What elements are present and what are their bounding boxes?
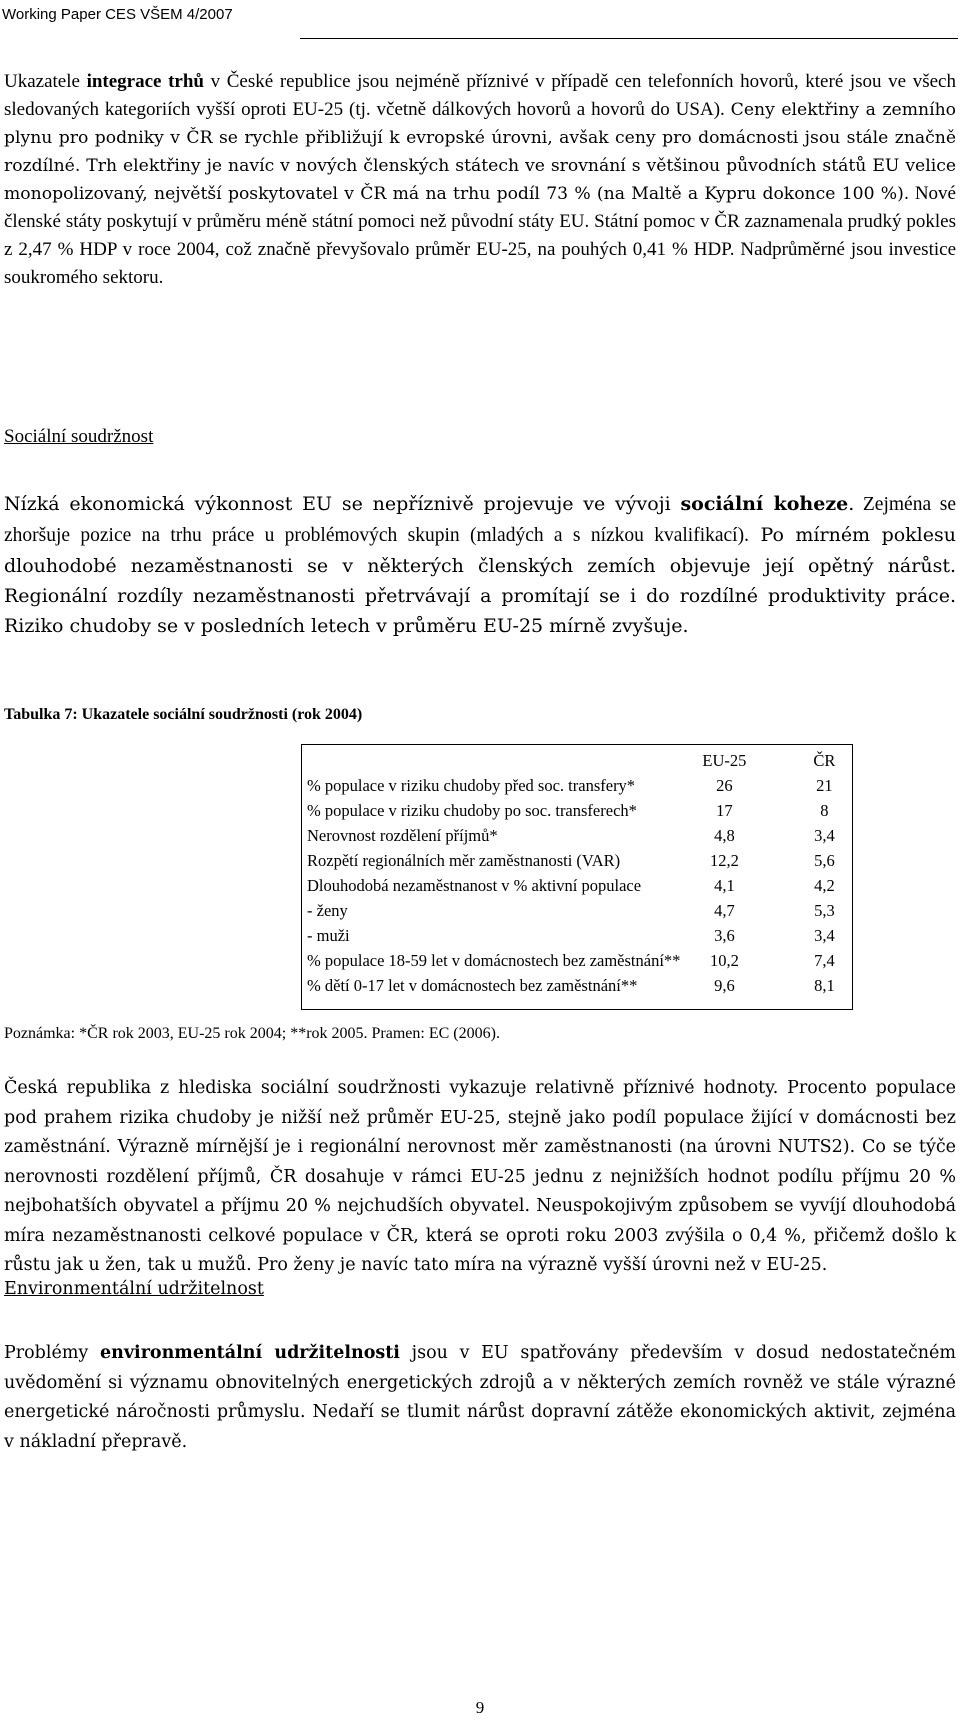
table-row [307, 798, 880, 823]
table-row [307, 898, 880, 923]
table-cell: Nerovnost rozdělení příjmů* [307, 826, 498, 845]
table-row [307, 873, 880, 898]
table-cell: - muži [307, 926, 350, 945]
header-title: Working Paper CES VŠEM 4/2007 [2, 6, 233, 23]
table-cell: 4,2 [814, 876, 835, 895]
p2-text-intro: Nízká ekonomická výkonnost EU se nepříznivě projevuje ve vývoji [4, 493, 681, 515]
table-header-cell [307, 748, 680, 773]
table-cell: 4,7 [714, 901, 735, 920]
p4-bold-term: environmentální udržitelnosti [100, 1343, 400, 1363]
p1-bold-term: integrace trhů [86, 71, 205, 92]
table-cell: 5,6 [814, 851, 835, 870]
p1-text-phone: v České republice jsou nejméně příznivé v případě cen telefonních hovorů, které jsou ve všech sledovaných kategoriích vyšší oproti EU-25 (tj. včetně dálkových hovorů a hovorů do USA). [4, 71, 956, 120]
page-number: 9 [475, 1698, 485, 1717]
p4-text-intro: Problémy [4, 1343, 101, 1363]
table-caption: Tabulka 7: Ukazatele sociální soudržnosti (rok 2004) [4, 706, 363, 723]
table-row [307, 923, 880, 948]
table-row [307, 948, 880, 973]
p2-text-period: . [848, 493, 855, 515]
p4-text-body: jsou v EU spatřovány především v dosud nedostatečném uvědomění si významu obnovitelných energetických zdrojů a v některých zemích rovněž ve stále výrazné energetické náročnosti průmyslu. Nedaří se tlumit nárůst dopravní zátěže ekonomických aktivit, zejména v nákladní přepravě. [4, 1343, 957, 1452]
table-cell: 12,2 [709, 851, 739, 870]
header-rule [300, 38, 958, 39]
table-cell: % populace 18-59 let v domácnostech bez zaměstnání** [307, 951, 681, 970]
table-cell: % populace v riziku chudoby po soc. transferech* [307, 801, 637, 820]
p2-text-labour: Zejména se zhoršuje pozice na trhu práce u problémových skupin (mladých a s nízkou kvalifikací). [4, 494, 956, 546]
p1-text-intro: Ukazatele [4, 71, 87, 92]
p2-bold-term: sociální koheze [680, 493, 849, 515]
paragraph-czech-cohesion: Česká republika z hlediska sociální soudržnosti vykazuje relativně příznivé hodnoty. Procento populace pod prahem rizika chudoby je nižší než průměr EU-25, stejně jako podíl populace žijící v domácnosti bez zaměstnání. Výrazně mírnější je i regionální nerovnost měr zaměstnanosti (na úrovni NUTS2). Co se týče nerovnosti rozdělení příjmů, ČR dosahuje v rámci EU-25 jednu z nejnižších hodnot podílu příjmu 20 % nejbohatších obyvatel a příjmu 20 % nejchudších obyvatel. Neuspokojivým způsobem se vyvíjí dlouhodobá míra nezaměstnanosti celkové populace v ČR, která se oproti roku 2003 zvýšila o 0,4 %, přičemž došlo k růstu jak u žen, tak u mužů. Pro ženy je navíc tato míra na výrazně vyšší úrovni než v EU-25. [4, 1078, 956, 1275]
indicators-table [307, 748, 880, 998]
section-heading-environmental-sustainability: Environmentální udržitelnost [4, 1279, 264, 1299]
table-note: Poznámka: *ČR rok 2003, EU-25 rok 2004; **rok 2005. Pramen: EC (2006). [4, 1025, 500, 1042]
table-cell: 7,4 [814, 951, 835, 970]
table-header-cell: ČR [813, 751, 836, 770]
table-cell: 8,1 [814, 976, 835, 995]
table-cell: 9,6 [714, 976, 735, 995]
table-row [307, 973, 880, 998]
table-cell: 8 [820, 801, 829, 820]
p1-text-state-aid: Nové členské státy poskytují v průměru méně státní pomoci než původní státy EU. Státní pomoc v ČR zaznamenala prudký pokles z 2,47 % HDP v roce 2004, což značně převyšovalo průměr EU-25, na pouhých 0,41 % HDP. Nadprůměrné jsou investice soukromého sektoru. [4, 183, 956, 288]
paragraph-environment [4, 1339, 956, 1457]
table-row [307, 823, 880, 848]
table-cell: Dlouhodobá nezaměstnanost v % aktivní populace [307, 876, 642, 895]
table-cell: 4,8 [714, 826, 735, 845]
table-cell: 5,3 [814, 901, 835, 920]
table-cell: Rozpětí regionálních měr zaměstnanosti (VAR) [307, 851, 621, 870]
table-row [307, 848, 880, 873]
table-cell: 3,4 [814, 826, 835, 845]
section-heading-social-cohesion: Sociální soudržnost [4, 426, 154, 447]
table-cell: 26 [716, 776, 733, 795]
table-row [307, 773, 880, 798]
table-cell: % dětí 0-17 let v domácnostech bez zaměstnání** [307, 976, 638, 995]
table-cell: 3,6 [714, 926, 735, 945]
running-header [0, 6, 960, 23]
table-header-row [307, 748, 880, 773]
paragraph-social-cohesion [4, 489, 956, 641]
table-cell: - ženy [307, 901, 348, 920]
table-cell: % populace v riziku chudoby před soc. transfery* [307, 776, 636, 795]
table-header-cell: EU-25 [702, 751, 747, 770]
p2-text-unemployment: Po mírném poklesu dlouhodobé nezaměstnanosti se v některých členských zemích objevuje její opětný nárůst. Regionální rozdíly nezaměstnanosti přetrvávají a promítají se i do rozdílné produktivity práce. Riziko chudoby se v posledních letech v průměru EU-25 mírně zvyšuje. [4, 524, 956, 637]
p1-text-energy: Ceny elektřiny a zemního plynu pro podniky v ČR se rychle přibližují k evropské úrovni, avšak ceny pro domácnosti jsou stále značně rozdílné. Trh elektřiny je navíc v nových členských státech ve srovnání s většinou původních států EU velice monopolizovaný, největší poskytovatel v ČR má na trhu podíl 73 % (na Maltě a Kypru dokonce 100 %). [4, 100, 956, 204]
table-cell: 21 [816, 776, 833, 795]
table-cell: 4,1 [714, 876, 735, 895]
table-cell: 10,2 [709, 951, 739, 970]
table-cell: 3,4 [814, 926, 835, 945]
table-cell: 17 [716, 801, 733, 820]
paragraph-market-integration [4, 68, 956, 292]
